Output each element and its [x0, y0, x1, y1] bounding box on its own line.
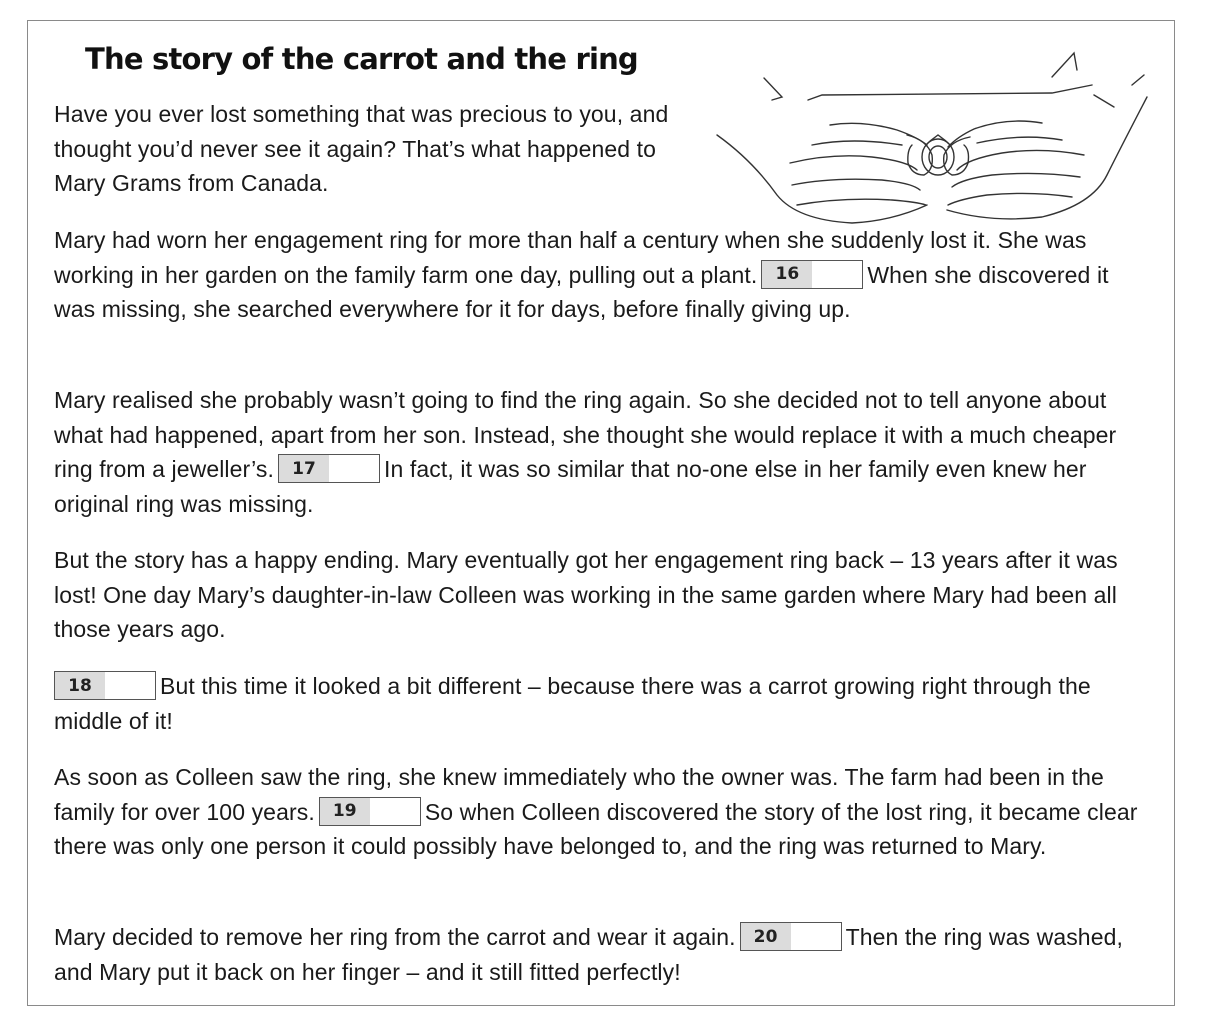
gap-number: 17	[279, 455, 329, 482]
paragraph-owner	[54, 760, 1154, 864]
gap-number: 16	[762, 261, 812, 288]
paragraph-happy-ending: But the story has a happy ending. Mary eventually got her engagement ring back – 13 years after it was lost! One day Mary’s daughter-in-law Colleen was working in the same garden where Mary had been all those years ago.	[54, 547, 1118, 642]
paragraph-text: When she discovered it was missing, she searched everywhere for it for days, before finally giving up.	[54, 261, 1109, 322]
paragraph-text: In fact, it was so similar that no-one else in her family even knew her original ring was missing.	[54, 456, 1087, 517]
answer-gap-16[interactable]	[761, 260, 863, 289]
paragraph-intro: Have you ever lost something that was precious to you, and thought you’d never see it again? That’s what happened to Mary Grams from Canada.	[54, 101, 669, 196]
page-title: The story of the carrot and the ring	[85, 42, 638, 76]
paragraph-text: As soon as Colleen saw the ring, she knew immediately who the owner was. The farm had been in the family for over 100 years.	[54, 764, 1104, 825]
answer-gap-19[interactable]	[319, 797, 421, 826]
paragraph-text: Mary had worn her engagement ring for more than half a century when she suddenly lost it. She was working in her garden on the family farm one day, pulling out a plant.	[54, 227, 1087, 288]
paragraph-replacement-ring	[54, 383, 1154, 521]
answer-gap-18[interactable]	[54, 671, 156, 700]
paragraph-ending	[54, 920, 1154, 989]
answer-gap-17[interactable]	[278, 454, 380, 483]
paragraph-text: But this time it looked a bit different – because there was a carrot growing right through the middle of it!	[54, 673, 1091, 734]
gap-number: 18	[55, 672, 105, 699]
paragraph-text: Mary realised she probably wasn’t going to find the ring again. So she decided not to tell anyone about what had happened, apart from her son. Instead, she thought she would replace it with a much cheaper ring from a jeweller’s.	[54, 387, 1117, 482]
paragraph-text: So when Colleen discovered the story of the lost ring, it became clear there was only one person it could possibly have belonged to, and the ring was returned to Mary.	[54, 798, 1138, 859]
paragraph-lost-ring	[54, 223, 1154, 327]
answer-gap-20[interactable]	[740, 922, 842, 951]
gap-number: 19	[320, 798, 370, 825]
gap-number: 20	[741, 923, 791, 950]
paragraph-carrot	[54, 669, 1154, 738]
paragraph-text: Mary decided to remove her ring from the carrot and wear it again.	[54, 924, 736, 950]
paragraph-text: Then the ring was washed, and Mary put it back on her finger – and it still fitted perfectly!	[54, 924, 1123, 985]
hands-holding-ring-illustration	[712, 45, 1152, 235]
